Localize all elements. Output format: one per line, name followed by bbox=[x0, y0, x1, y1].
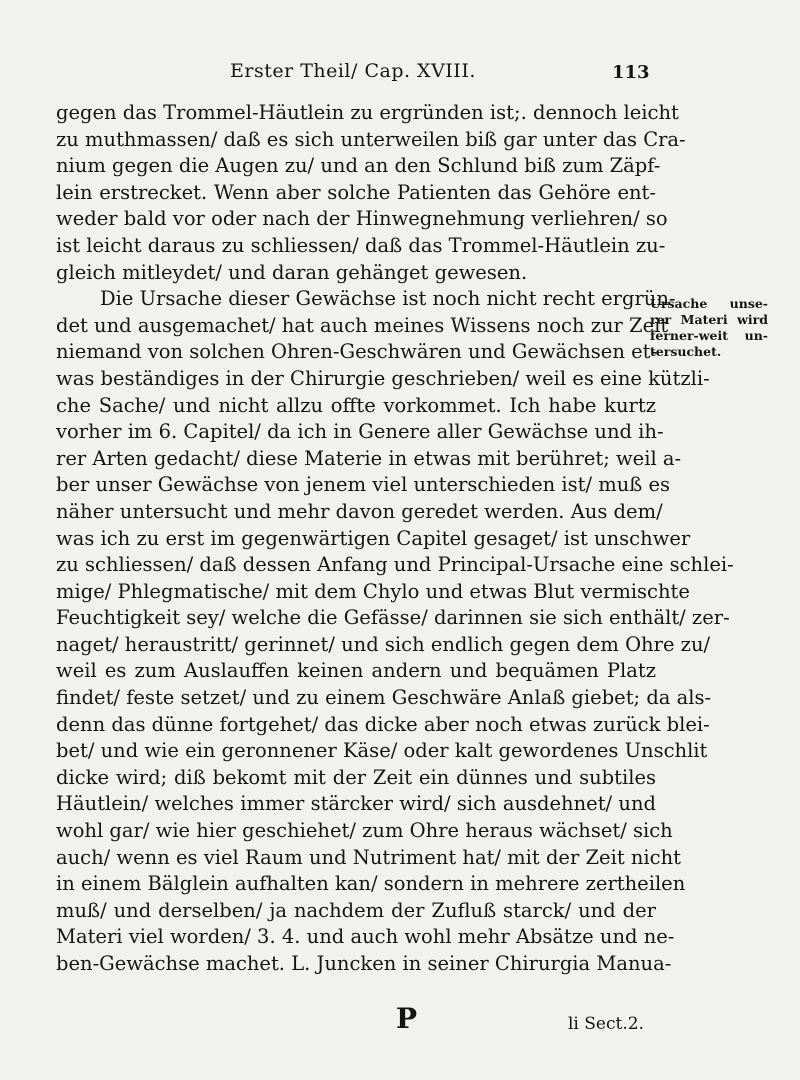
text-line: weder bald vor oder nach der Hinwegnehmung verliehren/ so bbox=[56, 207, 668, 231]
text-line: zu schliessen/ daß dessen Anfang und Principal-Ursache eine schlei- bbox=[56, 553, 734, 577]
text-line: naget/ heraustritt/ gerinnet/ und sich endlich gegen dem Ohre zu/ bbox=[56, 632, 711, 656]
text-line: bet/ und wie ein geronnener Käse/ oder kalt gewordenes Unschlit bbox=[56, 739, 708, 763]
text-line: weil es zum Auslauffen keinen andern und bequämen Platz bbox=[56, 659, 656, 683]
text-line: rer Arten gedacht/ diese Materie in etwas mit berühret; weil a- bbox=[56, 446, 682, 470]
text-line: auch/ wenn es viel Raum und Nutriment hat/ mit der Zeit nicht bbox=[56, 845, 681, 869]
text-line: det und ausgemachet/ hat auch meines Wissens noch zur Zeit bbox=[56, 313, 669, 337]
marginal-note bbox=[650, 296, 768, 360]
text-line: findet/ feste setzet/ und zu einem Geschwäre Anlaß giebet; da als- bbox=[56, 686, 712, 710]
text-line: che Sache/ und nicht allzu offte vorkommet. Ich habe kurtz bbox=[56, 393, 656, 417]
text-line: was beständiges in der Chirurgie geschrieben/ weil es eine kützli- bbox=[56, 366, 710, 390]
text-line: dicke wird; diß bekomt mit der Zeit ein dünnes und subtiles bbox=[56, 765, 656, 789]
marginal-note-line: ferner-weit un- bbox=[650, 328, 768, 343]
marginal-note-line: tersuchet. bbox=[650, 344, 722, 359]
bottom-reference: li Sect.2. bbox=[568, 1014, 644, 1034]
text-line: niemand von solchen Ohren-Geschwären und Gewächsen et- bbox=[56, 340, 658, 364]
text-line: Die Ursache dieser Gewächse ist noch nicht recht ergrün- bbox=[100, 287, 676, 311]
text-line: muß/ und derselben/ ja nachdem der Zufluß starck/ und der bbox=[56, 898, 656, 922]
text-line: wohl gar/ wie hier geschiehet/ zum Ohre heraus wächset/ sich bbox=[56, 819, 673, 843]
text-line: Materi viel worden/ 3. 4. und auch wohl mehr Absätze und ne- bbox=[56, 925, 675, 949]
text-line: mige/ Phlegmatische/ mit dem Chylo und etwas Blut vermischte bbox=[56, 579, 690, 603]
marginal-note-line: Ursache unse- bbox=[650, 296, 768, 311]
text-line: ber unser Gewächse von jenem viel unterschieden ist/ muß es bbox=[56, 473, 671, 497]
text-line: Häutlein/ welches immer stärcker wird/ sich ausdehnet/ und bbox=[56, 792, 656, 816]
text-line: gegen das Trommel-Häutlein zu ergründen ist;. dennoch leicht bbox=[56, 101, 679, 124]
text-line: lein erstrecket. Wenn aber solche Patienten das Gehöre ent- bbox=[56, 180, 656, 204]
text-line: näher untersucht und mehr davon geredet werden. Aus dem/ bbox=[56, 499, 663, 523]
running-head: Erster Theil/ Cap. XVIII. bbox=[230, 60, 476, 82]
text-line: ben-Gewächse machet. L. Juncken in seiner Chirurgia Manua- bbox=[56, 952, 672, 975]
text-line: in einem Bälglein aufhalten kan/ sondern in mehrere zertheilen bbox=[56, 872, 686, 896]
text-line: denn das dünne fortgehet/ das dicke aber noch etwas zurück blei- bbox=[56, 712, 710, 736]
text-line: gleich mitleydet/ und daran gehänget gewesen. bbox=[56, 260, 528, 284]
text-line: vorher im 6. Capitel/ da ich in Genere aller Gewächse und ih- bbox=[56, 420, 664, 444]
text-line: zu muthmassen/ daß es sich unterweilen biß gar unter das Cra- bbox=[56, 127, 686, 151]
text-line: nium gegen die Augen zu/ und an den Schlund biß zum Zäpf- bbox=[56, 154, 661, 178]
text-line: Feuchtigkeit sey/ welche die Gefässe/ darinnen sie sich enthält/ zer- bbox=[56, 606, 730, 630]
marginal-note-line: rer Materi wird bbox=[650, 312, 768, 327]
text-line: ist leicht daraus zu schliessen/ daß das Trommel-Häutlein zu- bbox=[56, 233, 666, 257]
page-number: 113 bbox=[612, 62, 650, 83]
text-line: was ich zu erst im gegenwärtigen Capitel gesaget/ ist unschwer bbox=[56, 526, 691, 550]
signature-mark: P bbox=[396, 1002, 418, 1035]
